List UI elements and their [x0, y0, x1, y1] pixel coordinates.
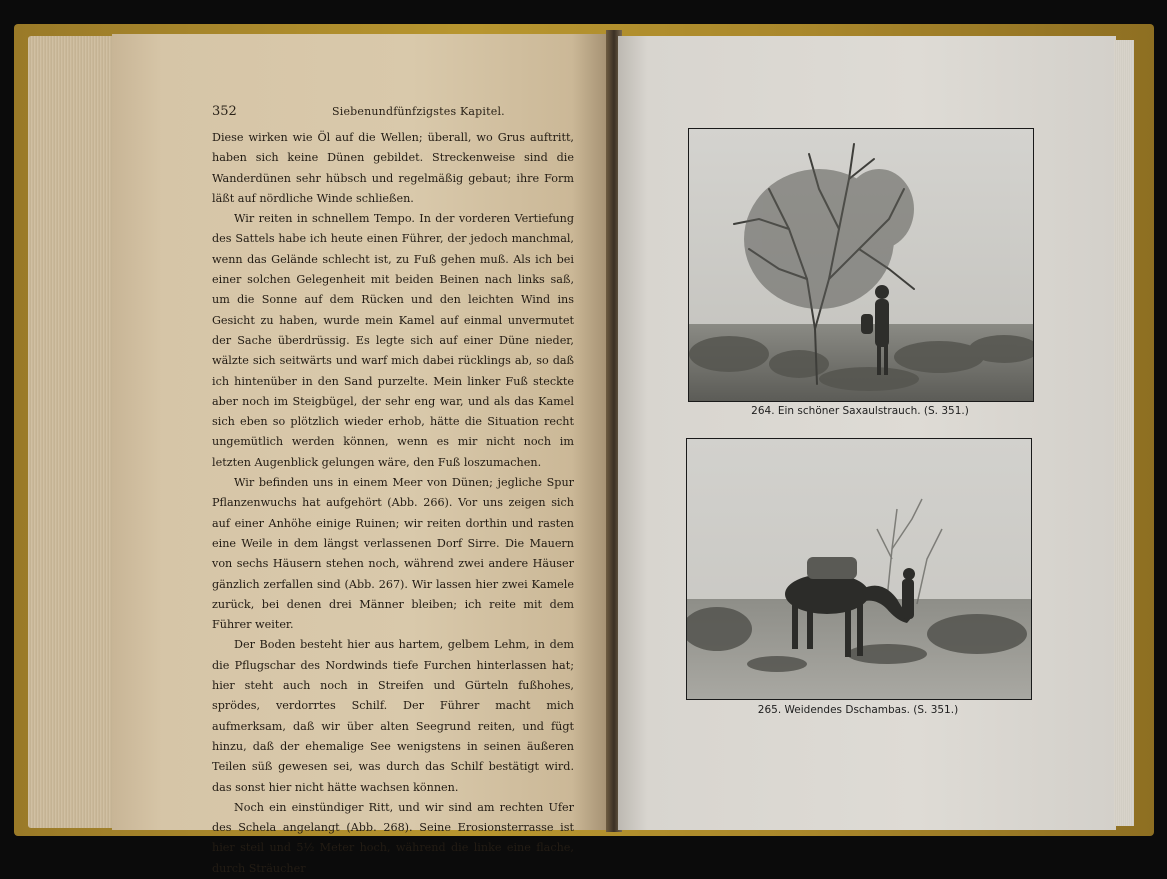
left-page-edges [28, 36, 118, 828]
page-header [212, 104, 572, 124]
paragraph: Wir reiten in schnellem Tempo. In der vorderen Vertiefung des Sattels habe ich heute einen Führer, der jedoch manchmal, wenn das Gelände schlecht ist, zu Fuß gehen muß. Als ich bei einer solchen Gelegenheit mit beiden Beinen nach links saß, um die Sonne auf dem Rücken und den leichten Wind ins Gesicht zu haben, wurde mein Kamel auf einmal unvermutet der Sache überdrüssig. Es legte sich auf einer Düne nieder, wälzte sich seitwärts und warf mich dabei rücklings ab, so daß ich hintenüber in den Sand purzelte. Mein linker Fuß steckte aber noch im Steigbügel, der sehr eng war, und als das Kamel sich eben so plötzlich wieder erhob, hätte die Situation recht ungemütlich werden können, wenn es mir nicht noch im letzten Augenblick gelungen wäre, den Fuß loszumachen. [212, 212, 574, 469]
figure-caption: 264. Ein schöner Saxaulstrauch. (S. 351.) [751, 405, 969, 417]
body-text [212, 128, 574, 879]
camel-photo-drawing [687, 439, 1031, 699]
paragraph: Wir befinden uns in einem Meer von Dünen; jegliche Spur Pflanzenwuchs hat aufgehört (Abb. 266). Vor uns zeigen sich auf einer Anhöhe einige Ruinen; wir reiten dorthin und rasten eine Weile in dem längst verlassenen Dorf Sirre. Die Mauern von sechs Häusern stehen noch, während zwei andere Häuser gänzlich zerfallen sind (Abb. 267). Wir lassen hier zwei Kamele zurück, bei denen drei Männer bleiben; ich reite mit dem Führer weiter. [212, 476, 574, 632]
photo-grazing-camel [686, 438, 1032, 700]
paragraph: Der Boden besteht hier aus hartem, gelbem Lehm, in dem die Pflugschar des Nordwinds tiefe Furchen hinterlassen hat; hier steht auch noch in Streifen und Gürteln fußhohes, sprödes, verdorrtes Schilf. Der Führer macht mich aufmerksam, daß wir über alten Seegrund reiten, und fügt hinzu, daß der ehemalige See wenigstens in seinen äußeren Teilen süß gewesen sei, was durch das Schilf bestätigt wird. das sonst hier nicht hätte wachsen können. [212, 638, 574, 794]
paragraph: Diese wirken wie Öl auf die Wellen; überall, wo Grus auftritt, haben sich keine Dünen gebildet. Streckenweise sind die Wanderdünen sehr hübsch und regelmäßig gebaut; ihre Form läßt auf nördliche Winde schließen. [212, 131, 574, 205]
running-head: Siebenundfünfzigstes Kapitel. [332, 105, 505, 118]
photo-saxaul-shrub [688, 128, 1034, 402]
page-number: 352 [212, 104, 237, 119]
paragraph: Noch ein einstündiger Ritt, und wir sind am rechten Ufer des Schela angelangt (Abb. 268). Seine Erosionsterrasse ist hier steil und 5½ Meter hoch, während die linke eine flache, durch Sträucher [212, 800, 574, 875]
right-page-edges [1114, 40, 1134, 826]
figure-caption: 265. Weidendes Dschambas. (S. 351.) [757, 704, 959, 716]
saxaul-photo-drawing [689, 129, 1033, 401]
